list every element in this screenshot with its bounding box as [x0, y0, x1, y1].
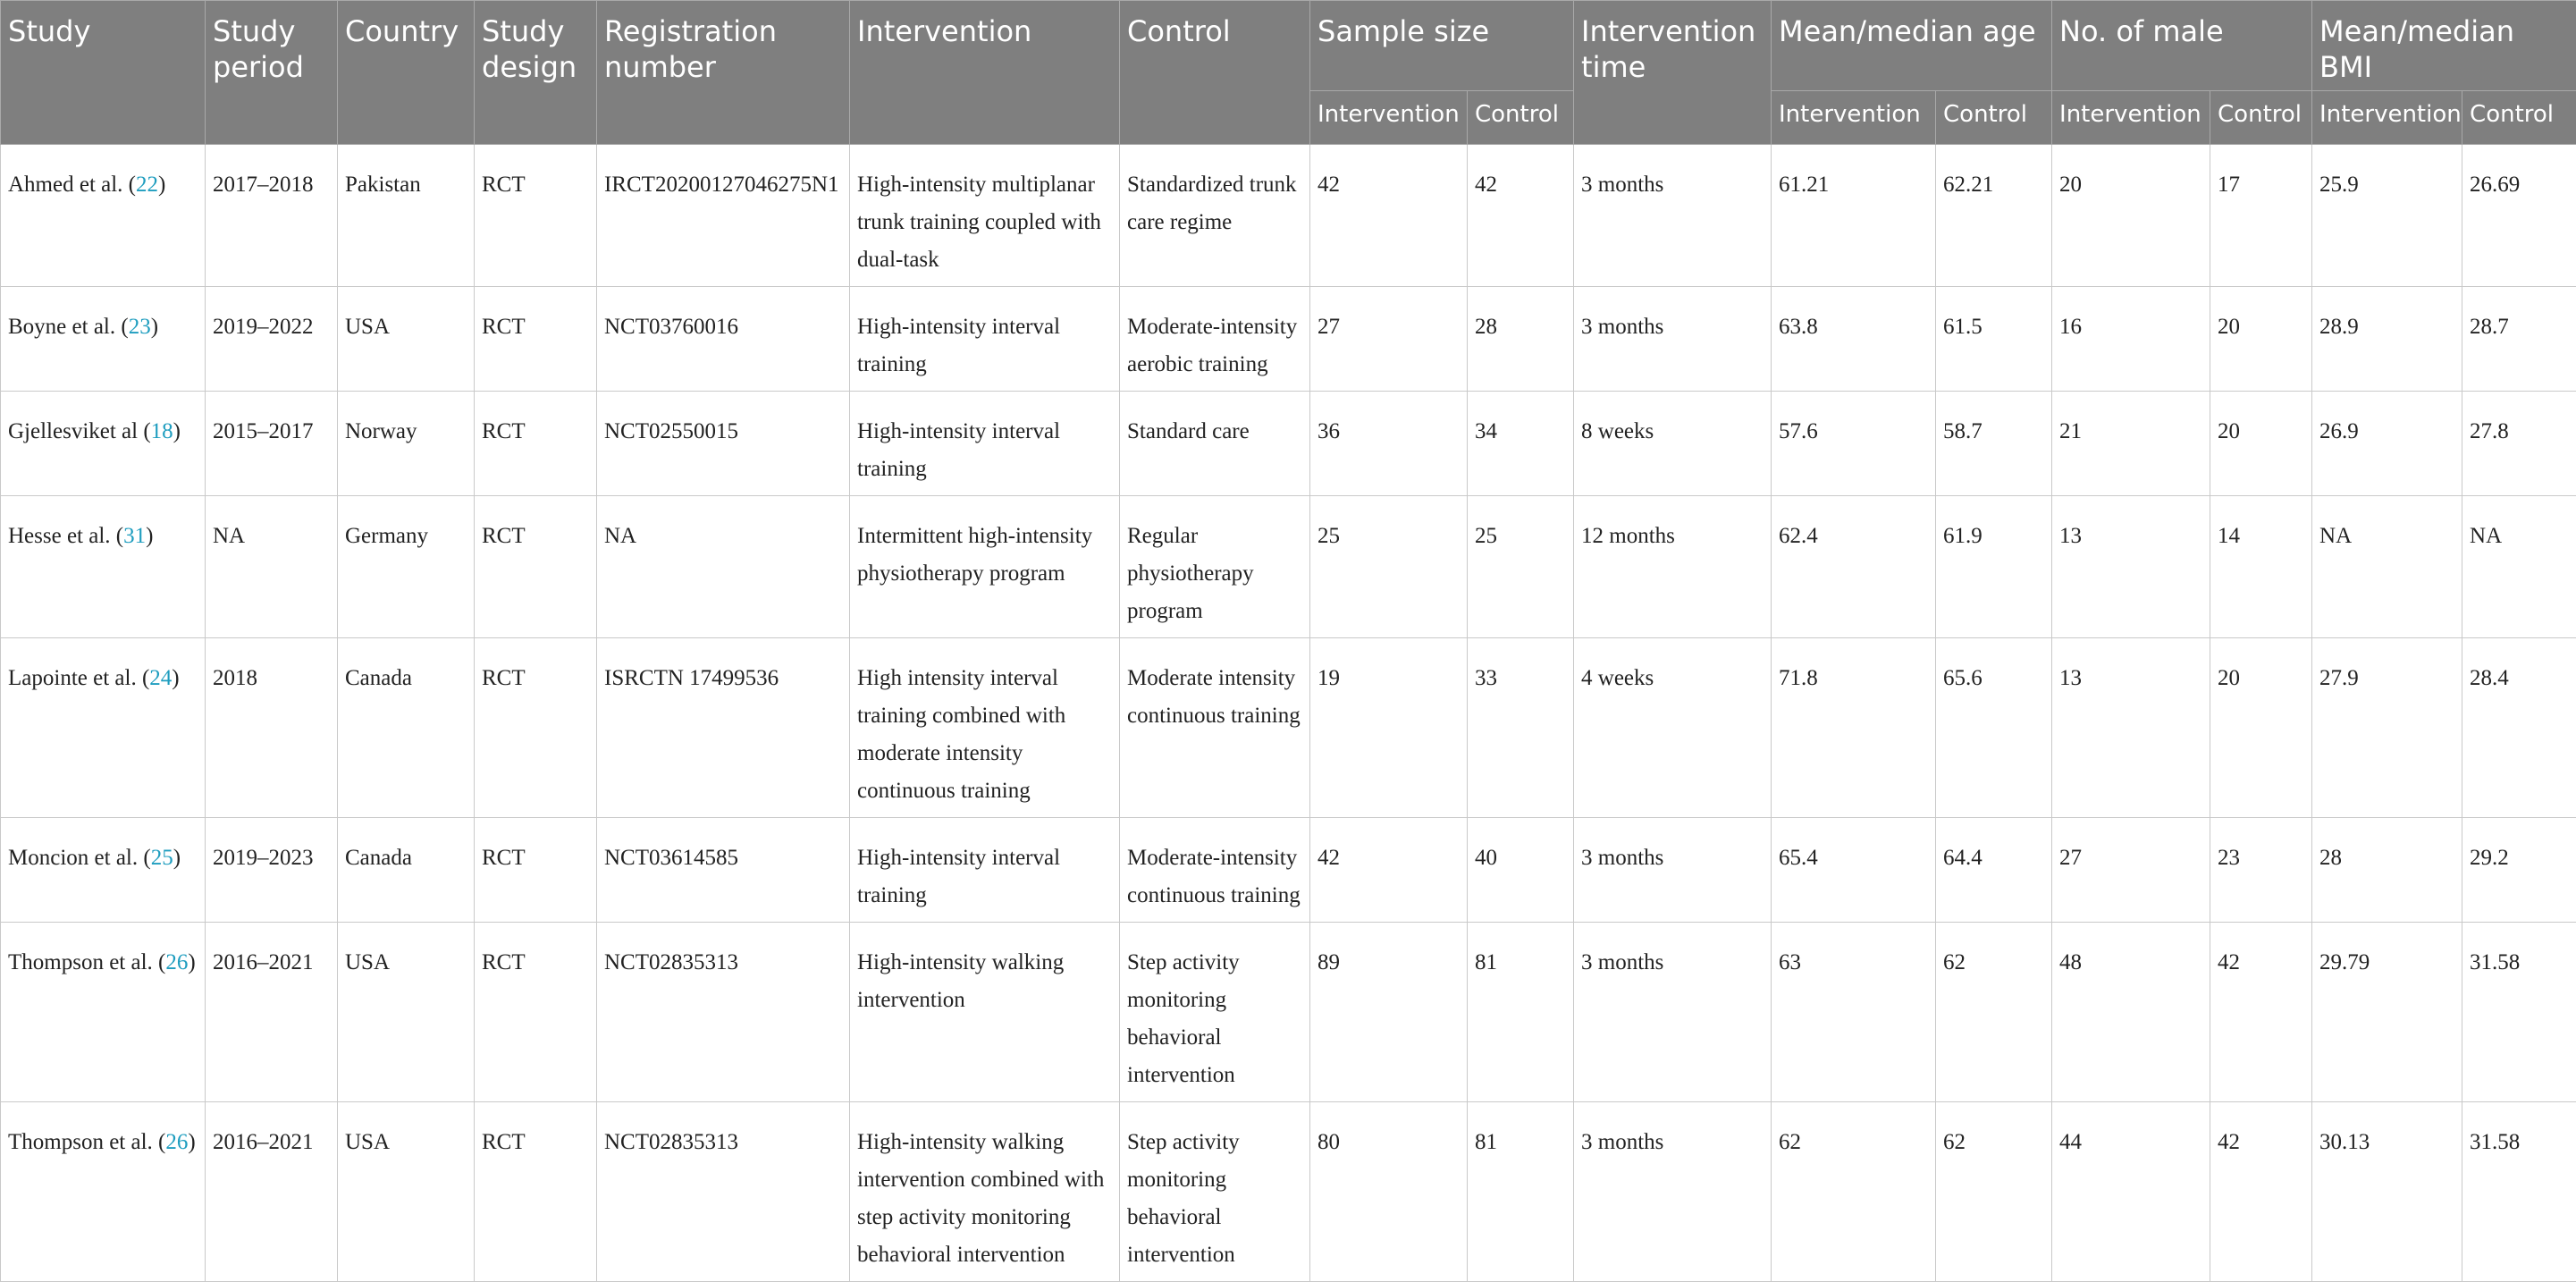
cell-time: 3 months — [1574, 1102, 1772, 1282]
cell-registration: NA — [597, 496, 850, 638]
subheader-male-intervention: Intervention — [2052, 91, 2210, 145]
table-row — [1, 638, 2576, 818]
header-study-period: Study period — [206, 1, 338, 145]
cell-sample-intervention: 42 — [1310, 145, 1468, 287]
cell-intervention: Intermittent high-intensity physiotherapy program — [850, 496, 1120, 638]
cell-age-intervention: 65.4 — [1772, 818, 1936, 923]
cell-male-intervention: 13 — [2052, 638, 2210, 818]
subheader-male-control: Control — [2210, 91, 2312, 145]
cell-design: RCT — [475, 923, 597, 1102]
cell-male-intervention: 27 — [2052, 818, 2210, 923]
cell-design: RCT — [475, 145, 597, 287]
reference-link[interactable]: 26 — [165, 950, 188, 974]
cell-intervention: High-intensity interval training — [850, 392, 1120, 496]
cell-bmi-control: NA — [2462, 496, 2576, 638]
cell-period: 2019–2023 — [206, 818, 338, 923]
cell-design: RCT — [475, 392, 597, 496]
cell-period: 2016–2021 — [206, 923, 338, 1102]
cell-bmi-control: 31.58 — [2462, 923, 2576, 1102]
cell-registration: IRCT20200127046275N1 — [597, 145, 850, 287]
cell-study: Moncion et al. (25) — [1, 818, 206, 923]
cell-design: RCT — [475, 1102, 597, 1282]
cell-bmi-intervention: 28.9 — [2312, 287, 2462, 392]
cell-sample-intervention: 36 — [1310, 392, 1468, 496]
cell-study: Lapointe et al. (24) — [1, 638, 206, 818]
reference-link[interactable]: 26 — [165, 1130, 188, 1154]
cell-period: NA — [206, 496, 338, 638]
cell-country: Pakistan — [338, 145, 475, 287]
cell-registration: NCT02835313 — [597, 1102, 850, 1282]
table-row — [1, 496, 2576, 638]
cell-control: Regular physiotherapy program — [1120, 496, 1310, 638]
subheader-age-intervention: Intervention — [1772, 91, 1936, 145]
table-row — [1, 818, 2576, 923]
cell-age-intervention: 62 — [1772, 1102, 1936, 1282]
cell-bmi-control: 26.69 — [2462, 145, 2576, 287]
cell-period: 2019–2022 — [206, 287, 338, 392]
cell-intervention: High-intensity multiplanar trunk training coupled with dual-task — [850, 145, 1120, 287]
subheader-age-control: Control — [1936, 91, 2052, 145]
cell-sample-control: 33 — [1468, 638, 1574, 818]
cell-study: Thompson et al. (26) — [1, 923, 206, 1102]
header-study-design: Study design — [475, 1, 597, 145]
cell-sample-intervention: 89 — [1310, 923, 1468, 1102]
reference-link[interactable]: 25 — [151, 846, 173, 870]
cell-age-intervention: 61.21 — [1772, 145, 1936, 287]
cell-age-intervention: 62.4 — [1772, 496, 1936, 638]
cell-age-control: 62.21 — [1936, 145, 2052, 287]
subheader-bmi-intervention: Intervention — [2312, 91, 2462, 145]
cell-age-control: 64.4 — [1936, 818, 2052, 923]
cell-bmi-control: 29.2 — [2462, 818, 2576, 923]
cell-country: Canada — [338, 818, 475, 923]
cell-study: Ahmed et al. (22) — [1, 145, 206, 287]
cell-study: Hesse et al. (31) — [1, 496, 206, 638]
cell-design: RCT — [475, 287, 597, 392]
cell-male-intervention: 44 — [2052, 1102, 2210, 1282]
cell-sample-intervention: 80 — [1310, 1102, 1468, 1282]
cell-sample-intervention: 19 — [1310, 638, 1468, 818]
cell-country: USA — [338, 923, 475, 1102]
cell-design: RCT — [475, 638, 597, 818]
cell-intervention: High-intensity walking intervention combined with step activity monitoring behavioral intervention — [850, 1102, 1120, 1282]
cell-bmi-intervention: 26.9 — [2312, 392, 2462, 496]
cell-male-control: 14 — [2210, 496, 2312, 638]
header-study: Study — [1, 1, 206, 145]
cell-registration: NCT02835313 — [597, 923, 850, 1102]
cell-male-intervention: 20 — [2052, 145, 2210, 287]
cell-bmi-intervention: 28 — [2312, 818, 2462, 923]
cell-age-control: 58.7 — [1936, 392, 2052, 496]
cell-country: USA — [338, 287, 475, 392]
cell-male-intervention: 16 — [2052, 287, 2210, 392]
header-registration-number: Registration number — [597, 1, 850, 145]
cell-study: Gjellesviket al (18) — [1, 392, 206, 496]
cell-period: 2015–2017 — [206, 392, 338, 496]
cell-sample-control: 81 — [1468, 923, 1574, 1102]
cell-country: USA — [338, 1102, 475, 1282]
cell-male-control: 20 — [2210, 638, 2312, 818]
cell-intervention: High-intensity interval training — [850, 287, 1120, 392]
header-control: Control — [1120, 1, 1310, 145]
cell-registration: NCT02550015 — [597, 392, 850, 496]
cell-registration: ISRCTN 17499536 — [597, 638, 850, 818]
cell-time: 12 months — [1574, 496, 1772, 638]
cell-male-intervention: 13 — [2052, 496, 2210, 638]
header-mean-median-age: Mean/median age — [1772, 1, 2052, 91]
cell-bmi-intervention: NA — [2312, 496, 2462, 638]
header-sample-size: Sample size — [1310, 1, 1574, 91]
cell-male-control: 17 — [2210, 145, 2312, 287]
cell-control: Standard care — [1120, 392, 1310, 496]
cell-time: 3 months — [1574, 818, 1772, 923]
reference-link[interactable]: 24 — [149, 666, 172, 690]
cell-time: 4 weeks — [1574, 638, 1772, 818]
cell-period: 2016–2021 — [206, 1102, 338, 1282]
cell-sample-control: 81 — [1468, 1102, 1574, 1282]
reference-link[interactable]: 23 — [129, 315, 151, 339]
cell-age-intervention: 63.8 — [1772, 287, 1936, 392]
cell-male-intervention: 21 — [2052, 392, 2210, 496]
cell-time: 3 months — [1574, 145, 1772, 287]
cell-male-control: 20 — [2210, 392, 2312, 496]
cell-country: Canada — [338, 638, 475, 818]
cell-age-intervention: 71.8 — [1772, 638, 1936, 818]
cell-age-control: 61.9 — [1936, 496, 2052, 638]
header-country: Country — [338, 1, 475, 145]
reference-link[interactable]: 22 — [136, 173, 158, 197]
header-mean-median-bmi: Mean/median BMI — [2312, 1, 2576, 91]
cell-control: Moderate intensity continuous training — [1120, 638, 1310, 818]
cell-period: 2018 — [206, 638, 338, 818]
cell-intervention: High-intensity walking intervention — [850, 923, 1120, 1102]
subheader-bmi-control: Control — [2462, 91, 2576, 145]
cell-male-control: 42 — [2210, 1102, 2312, 1282]
cell-sample-control: 42 — [1468, 145, 1574, 287]
cell-time: 3 months — [1574, 923, 1772, 1102]
cell-intervention: High-intensity interval training — [850, 818, 1120, 923]
cell-bmi-intervention: 25.9 — [2312, 145, 2462, 287]
cell-sample-intervention: 27 — [1310, 287, 1468, 392]
subheader-sample-control: Control — [1468, 91, 1574, 145]
cell-country: Norway — [338, 392, 475, 496]
table-row — [1, 287, 2576, 392]
cell-age-control: 62 — [1936, 923, 2052, 1102]
cell-control: Moderate-intensity aerobic training — [1120, 287, 1310, 392]
cell-age-intervention: 57.6 — [1772, 392, 1936, 496]
table-row — [1, 392, 2576, 496]
header-intervention-time: Intervention time — [1574, 1, 1772, 145]
cell-male-control: 20 — [2210, 287, 2312, 392]
cell-study: Boyne et al. (23) — [1, 287, 206, 392]
cell-intervention: High intensity interval training combined with moderate intensity continuous training — [850, 638, 1120, 818]
cell-design: RCT — [475, 496, 597, 638]
cell-control: Moderate-intensity continuous training — [1120, 818, 1310, 923]
cell-bmi-intervention: 30.13 — [2312, 1102, 2462, 1282]
cell-age-control: 61.5 — [1936, 287, 2052, 392]
cell-bmi-control: 28.7 — [2462, 287, 2576, 392]
table-row — [1, 923, 2576, 1102]
header-intervention: Intervention — [850, 1, 1120, 145]
cell-study: Thompson et al. (26) — [1, 1102, 206, 1282]
reference-link[interactable]: 31 — [123, 524, 146, 548]
cell-registration: NCT03614585 — [597, 818, 850, 923]
cell-bmi-control: 28.4 — [2462, 638, 2576, 818]
cell-male-intervention: 48 — [2052, 923, 2210, 1102]
cell-sample-intervention: 42 — [1310, 818, 1468, 923]
table-row — [1, 1102, 2576, 1282]
cell-sample-intervention: 25 — [1310, 496, 1468, 638]
cell-bmi-control: 31.58 — [2462, 1102, 2576, 1282]
cell-control: Step activity monitoring behavioral intervention — [1120, 923, 1310, 1102]
cell-bmi-intervention: 27.9 — [2312, 638, 2462, 818]
cell-control: Step activity monitoring behavioral intervention — [1120, 1102, 1310, 1282]
cell-sample-control: 40 — [1468, 818, 1574, 923]
header-no-of-male: No. of male — [2052, 1, 2312, 91]
cell-bmi-intervention: 29.79 — [2312, 923, 2462, 1102]
cell-age-control: 62 — [1936, 1102, 2052, 1282]
cell-sample-control: 25 — [1468, 496, 1574, 638]
cell-male-control: 23 — [2210, 818, 2312, 923]
cell-male-control: 42 — [2210, 923, 2312, 1102]
cell-design: RCT — [475, 818, 597, 923]
cell-period: 2017–2018 — [206, 145, 338, 287]
cell-control: Standardized trunk care regime — [1120, 145, 1310, 287]
cell-age-intervention: 63 — [1772, 923, 1936, 1102]
reference-link[interactable]: 18 — [151, 419, 173, 443]
table-row — [1, 145, 2576, 287]
cell-sample-control: 28 — [1468, 287, 1574, 392]
cell-age-control: 65.6 — [1936, 638, 2052, 818]
cell-bmi-control: 27.8 — [2462, 392, 2576, 496]
cell-time: 8 weeks — [1574, 392, 1772, 496]
cell-time: 3 months — [1574, 287, 1772, 392]
cell-sample-control: 34 — [1468, 392, 1574, 496]
cell-registration: NCT03760016 — [597, 287, 850, 392]
subheader-sample-intervention: Intervention — [1310, 91, 1468, 145]
cell-country: Germany — [338, 496, 475, 638]
